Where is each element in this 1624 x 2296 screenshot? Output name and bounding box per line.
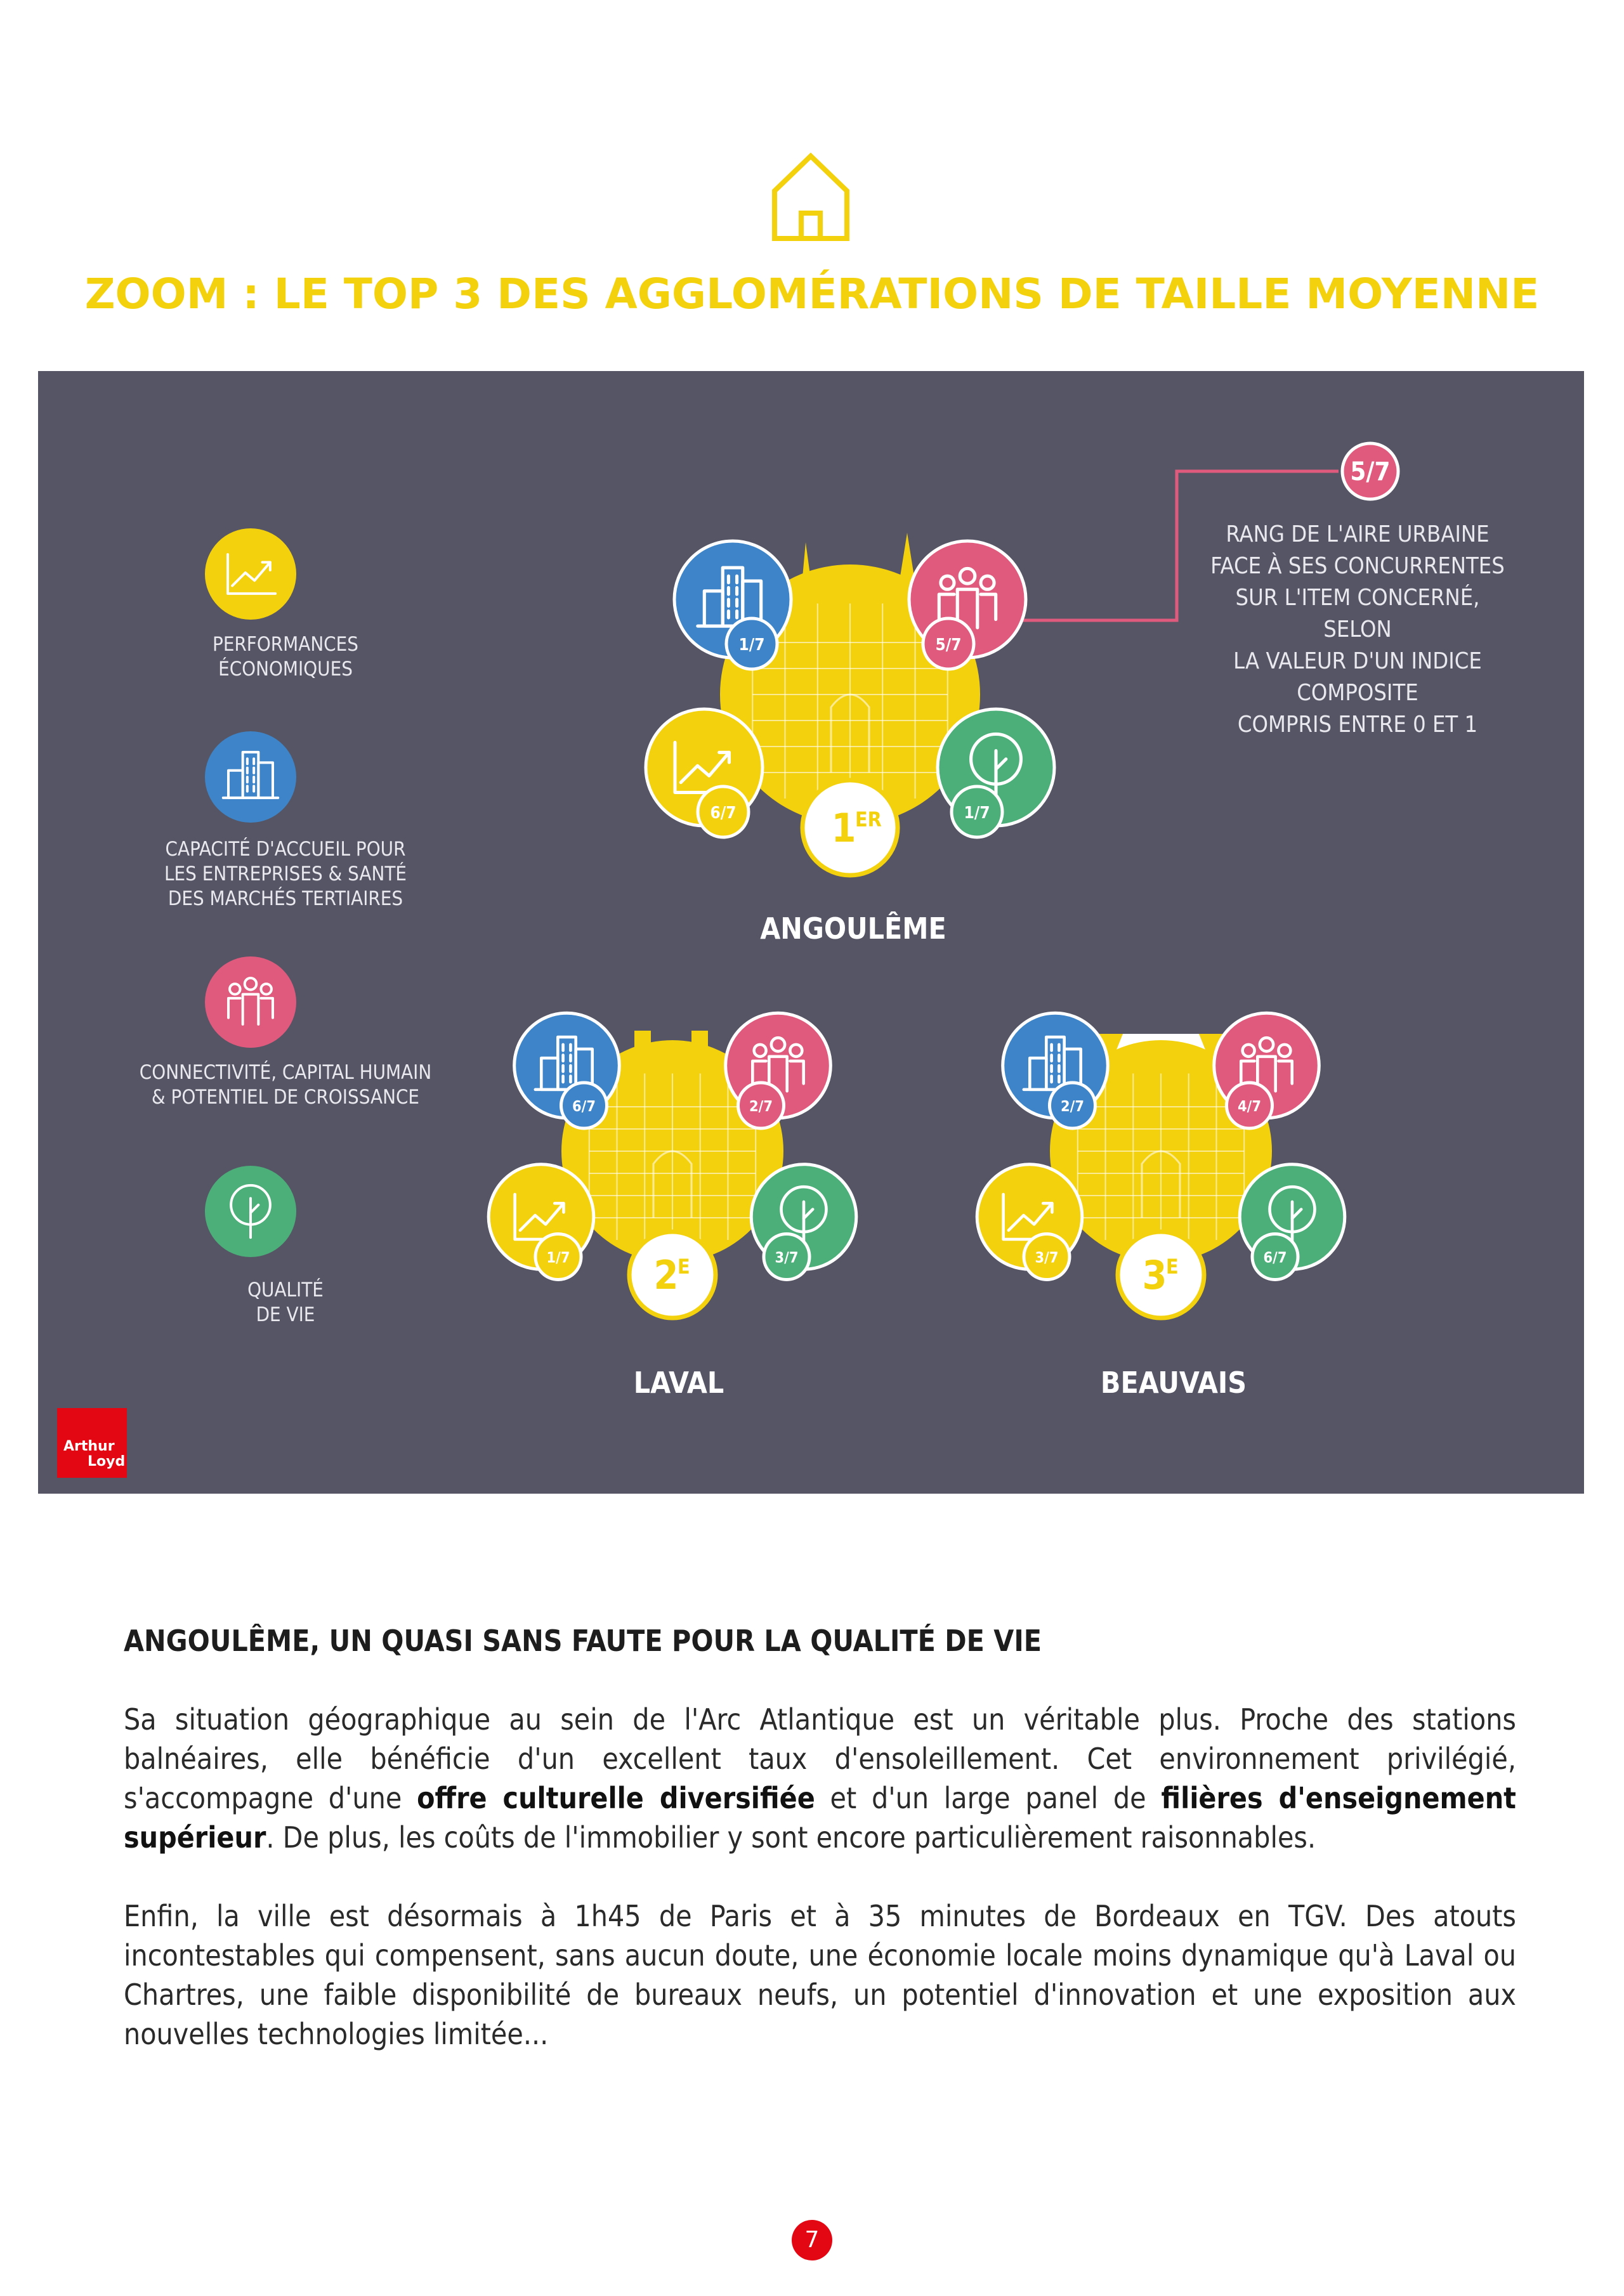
metric-rank-value-capacity: 2/7 [1061,1097,1084,1115]
rank-suffix: E [678,1255,690,1279]
rank-number: 2 [653,1252,679,1298]
metric-rank-value-life: 6/7 [1263,1248,1287,1267]
infographic-panel [38,371,1584,1494]
rank-suffix: E [1166,1255,1179,1279]
metric-rank-value-eco: 1/7 [546,1248,570,1267]
legend-circle-2 [205,956,296,1048]
metric-rank-value-connect: 4/7 [1238,1097,1261,1115]
legend-circle-1 [205,731,296,823]
city-name-angouleme: ANGOULÊME [760,911,946,946]
metric-rank-value-connect: 2/7 [749,1097,773,1115]
rank-suffix: ER [855,807,882,832]
rank-number: 3 [1142,1252,1167,1298]
metric-rank-value-life: 1/7 [964,804,990,823]
paragraph-1: Sa situation géographique au sein de l'Arc Atlantique est un véritable plus. Proche des stations balnéaires, elle bénéficie d'un excellent taux d'ensoleillement. Cet environnement privilégié, s'accompagne d'une offre culturelle diversifiée et d'un large panel de filières d'enseignement supérieur. De plus, les coûts de l'immobilier y sont encore particulièrement raisonnables. [124,1702,1516,1855]
city-cluster-laval [488,1013,856,1318]
metric-rank-value-life: 3/7 [775,1248,799,1267]
explanation-badge-text: 5/7 [1350,457,1391,486]
city-name-beauvais: BEAUVAIS [1100,1366,1247,1400]
legend-label-connectivity: CONNECTIVITÉ, CAPITAL HUMAIN & POTENTIEL DE CROISSANCE [139,1061,432,1109]
arthur-loyd-logo: Arthur Loyd [57,1408,127,1478]
section-heading: ANGOULÊME, UN QUASI SANS FAUTE POUR LA QUALITÉ DE VIE [124,1624,1042,1658]
city-cluster-angouleme [646,533,1054,875]
legend-label-economic: PERFORMANCES ÉCONOMIQUES [213,633,358,681]
city-cluster-beauvais [977,1013,1345,1318]
metric-rank-value-eco: 6/7 [710,804,737,823]
rank-number: 1 [831,805,856,851]
legend-label-quality: QUALITÉ DE VIE [247,1279,324,1326]
metric-rank-value-capacity: 6/7 [572,1097,596,1115]
paragraph-2: Enfin, la ville est désormais à 1h45 de Paris et à 35 minutes de Bordeaux en TGV. Des atouts incontestables qui compensent, sans aucun doute, une économie locale moins dynamique qu'à Laval ou Chartres, une faible disponibilité de bureaux neufs, un potentiel d'innovation et une exposition aux nouvelles technologies limitée... [124,1899,1516,2051]
page-title: ZOOM : LE TOP 3 DES AGGLOMÉRATIONS DE TAILLE MOYENNE [84,270,1540,318]
city-name-laval: LAVAL [633,1366,724,1400]
page-number: 7 [792,2220,832,2260]
legend-label-capacity: CAPACITÉ D'ACCUEIL POUR LES ENTREPRISES & SANTÉ DES MARCHÉS TERTIAIRES [164,838,407,910]
legend-circle-0 [205,528,296,620]
rank-explanation: RANG DE L'AIRE URBAINE FACE À SES CONCURRENTES SUR L'ITEM CONCERNÉ, SELON LA VALEUR D'UN INDICE COMPOSITE COMPRIS ENTRE 0 ET 1 [1210,521,1505,738]
metric-rank-value-eco: 3/7 [1035,1248,1059,1267]
house-icon [769,150,852,245]
metric-rank-value-capacity: 1/7 [738,636,765,655]
metric-rank-value-connect: 5/7 [935,636,962,655]
